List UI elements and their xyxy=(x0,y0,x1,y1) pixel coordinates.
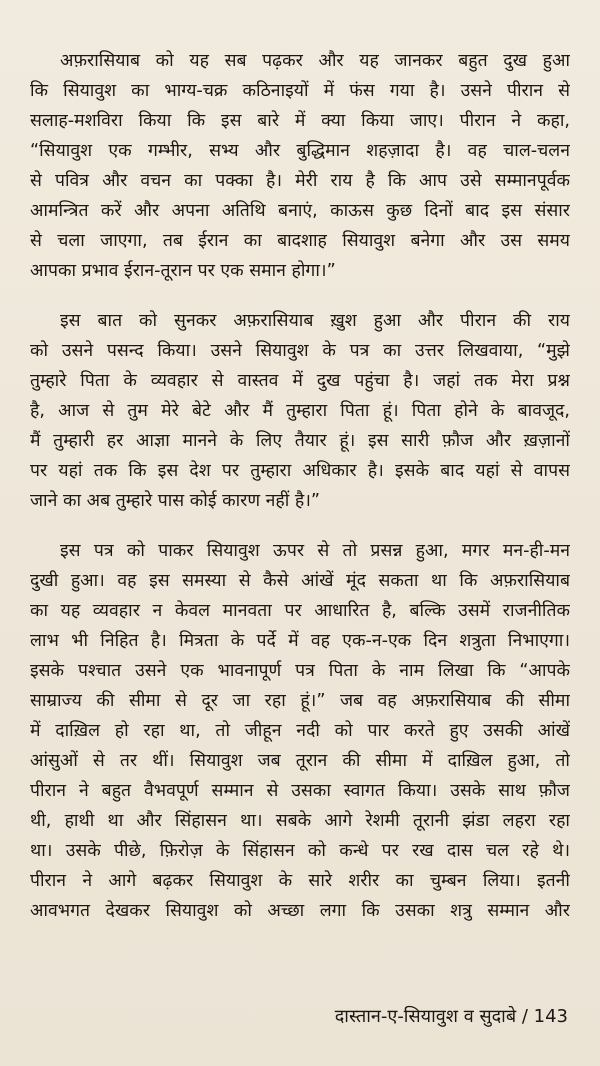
text-line: साम्राज्य की सीमा से दूर जा रहा हूं।” जब वह अफ़रासियाब की सीमा xyxy=(30,691,570,711)
text-line: है, आज से तुम मेरे बेटे और मैं तुम्हारा पिता हूं। पिता होने के बावजूद, xyxy=(30,401,570,421)
text-line: आंसुओं से तर थीं। सियावुश जब तूरान की सीमा में दाख़िल हुआ, तो xyxy=(30,751,570,771)
text-line: लाभ भी निहित है। मित्रता के पर्दे में वह एक-न-एक दिन शत्रुता निभाएगा। xyxy=(30,631,570,651)
paragraph-1 xyxy=(30,46,570,286)
body-text xyxy=(30,46,570,926)
running-title: दास्तान-ए-सियावुश व सुदाबे xyxy=(334,1006,517,1027)
page-footer xyxy=(335,1002,568,1032)
text-line: अफ़रासियाब को यह सब पढ़कर और यह जानकर बहुत दुख हुआ xyxy=(60,51,570,71)
text-line: “सियावुश एक गम्भीर, सभ्य और बुद्धिमान शहज़ादा है। वह चाल-चलन xyxy=(30,141,570,161)
text-line: तुम्हारे पिता के व्यवहार से वास्तव में दुख पहुंचा है। जहां तक मेरा प्रश्न xyxy=(30,371,570,391)
text-line: आपका प्रभाव ईरान-तूरान पर एक समान होगा।” xyxy=(30,261,336,281)
text-line: थी, हाथी था और सिंहासन था। सबके आगे रेशमी तूरानी झंडा लहरा रहा xyxy=(30,811,570,831)
text-line: कि सियावुश का भाग्य-चक्र कठिनाइयों में फंस गया है। उसने पीरान से xyxy=(30,81,570,101)
text-line: सलाह-मशविरा किया कि इस बारे में क्या किया जाए। पीरान ने कहा, xyxy=(30,111,570,131)
text-line: इस बात को सुनकर अफ़रासियाब ख़ुश हुआ और पीरान की राय xyxy=(60,311,570,331)
text-line: पीरान ने आगे बढ़कर सियावुश के सारे शरीर का चुम्बन लिया। इतनी xyxy=(30,871,570,891)
text-line: से चला जाएगा, तब ईरान का बादशाह सियावुश बनेगा और उस समय xyxy=(30,231,570,251)
text-line: था। उसके पीछे, फ़िरोज़ के सिंहासन को कन्धे पर रख दास चल रहे थे। xyxy=(30,841,570,861)
text-line: आवभगत देखकर सियावुश को अच्छा लगा कि उसका शत्रु सम्मान और xyxy=(30,901,570,921)
text-line: आमन्त्रित करें और अपना अतिथि बनाएं, काऊस कुछ दिनों बाद इस संसार xyxy=(30,201,570,221)
text-line: का यह व्यवहार न केवल मानवता पर आधारित है, बल्कि उसमें राजनीतिक xyxy=(30,601,570,621)
page-number: / 143 xyxy=(521,1006,568,1027)
text-line: से पवित्र और वचन का पक्का है। मेरी राय है कि आप उसे सम्मानपूर्वक xyxy=(30,171,570,191)
text-line: जाने का अब तुम्हारे पास कोई कारण नहीं है।” xyxy=(30,491,321,511)
paragraph-2 xyxy=(30,306,570,516)
text-line: इस पत्र को पाकर सियावुश ऊपर से तो प्रसन्न हुआ, मगर मन-ही-मन xyxy=(60,541,570,561)
text-line: इसके पश्चात उसने एक भावनापूर्ण पत्र पिता के नाम लिखा कि “आपके xyxy=(30,661,570,681)
text-line: में दाख़िल हो रहा था, तो जीहून नदी को पार करते हुए उसकी आंखें xyxy=(30,721,570,741)
text-line: दुखी हुआ। वह इस समस्या से कैसे आंखें मूंद सकता था कि अफ़रासियाब xyxy=(30,571,570,591)
paragraph-3 xyxy=(30,536,570,926)
text-line: पीरान ने बहुत वैभवपूर्ण सम्मान से उसका स्वागत किया। उसके साथ फ़ौज xyxy=(30,781,570,801)
text-line: पर यहां तक कि इस देश पर तुम्हारा अधिकार है। इसके बाद यहां से वापस xyxy=(30,461,570,481)
text-line: मैं तुम्हारी हर आज्ञा मानने के लिए तैयार हूं। इस सारी फ़ौज और ख़ज़ानों xyxy=(30,431,570,451)
text-line: को उसने पसन्द किया। उसने सियावुश के पत्र का उत्तर लिखवाया, “मुझे xyxy=(30,341,570,361)
